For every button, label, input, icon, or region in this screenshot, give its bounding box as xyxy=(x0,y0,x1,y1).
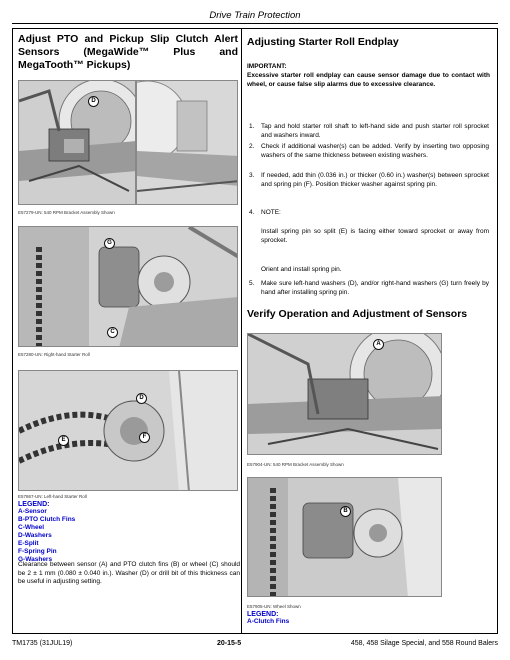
callout-f-fig3: F xyxy=(139,432,150,443)
figure-photo-5 xyxy=(247,477,442,597)
clearance-note: Clearance between sensor (A) and PTO clutch fins (B) or wheel (C) should be 2 ± 1 mm (0.080 ± 0.040 in.). Washer (D) or drill bit of this thickness can be useful in adjusting setting. xyxy=(18,561,240,585)
callout-d-fig3: D xyxy=(136,393,147,404)
step-text: Install spring pin so split (E) is facing either toward sprocket or away from sprocket. xyxy=(261,228,489,244)
legend-item: A-Sensor xyxy=(18,508,47,515)
legend-item: G-Washers xyxy=(18,556,53,563)
page-header: Drive Train Protection xyxy=(12,10,498,24)
step-text: Check if additional washer(s) can be added. Verify by inserting two opposing washers of the same thickness between existing washers. xyxy=(261,143,489,159)
figure-caption-2: E57280-UN: Right-hand Starter Roll xyxy=(18,352,90,357)
verify-section-title: Verify Operation and Adjustment of Sensors xyxy=(247,308,468,320)
callout-b-fig5: B xyxy=(340,506,351,517)
legend-item: F-Spring Pin xyxy=(18,548,57,555)
callout-d-fig1: D xyxy=(88,96,99,107)
page-footer xyxy=(12,640,498,652)
figure-photo-1 xyxy=(18,80,136,205)
figure-photo-4 xyxy=(247,333,442,455)
legend-item: A-Clutch Fins xyxy=(247,618,290,625)
step-text: Make sure left-hand washers (D), and/or right-hand washers (G) turn freely by hand after installing spring pin. xyxy=(261,280,489,296)
legend-item: B-PTO Clutch Fins xyxy=(18,516,76,523)
figure-photo-3 xyxy=(18,370,238,491)
step-text: If needed, add thin (0.036 in.) or thicker (0.60 in.) washer(s) between sprocket and spring pin (F). Position thicker washer against spring pin. xyxy=(261,172,489,188)
footer-product: 458, 458 Silage Special, and 558 Round Balers xyxy=(350,640,498,647)
column-divider xyxy=(241,28,242,634)
legend-title: LEGEND: xyxy=(247,611,279,618)
step-text: NOTE: xyxy=(261,209,281,216)
figure-caption-1: E57279-UN: 540 RPM Bracket Assembly Shown xyxy=(18,210,115,215)
callout-g-fig2: G xyxy=(104,238,115,249)
legend-item: D-Washers xyxy=(18,532,52,539)
important-text: Excessive starter roll endplay can cause sensor damage due to contact with wheel, or cause false slip alarms due to excessive clearance. xyxy=(247,72,490,88)
figure-photo-2 xyxy=(18,226,238,347)
footer-page-number: 20-15-5 xyxy=(217,640,242,647)
step-number: 2. xyxy=(249,143,255,150)
legend-item: E-Split xyxy=(18,540,39,547)
figure-caption-5: E57905-UN: Wheel Shown xyxy=(247,604,301,609)
step-text: Orient and install spring pin. xyxy=(261,266,342,273)
figure-caption-3: E57867-UN: Left-hand Starter Roll xyxy=(18,494,87,499)
step-number: 5. xyxy=(249,280,255,287)
callout-a-fig4: A xyxy=(373,339,384,350)
footer-doc-id: TM1735 (31JUL19) xyxy=(12,640,73,647)
legend-title: LEGEND: xyxy=(18,501,50,508)
step-number: 3. xyxy=(249,172,255,179)
step-number: 4. xyxy=(249,209,255,216)
left-section-title: Adjust PTO and Pickup Slip Clutch Alert Sensors (MegaWide™ Plus and MegaTooth™ Pickups) xyxy=(18,33,238,71)
right-section-title: Adjusting Starter Roll Endplay xyxy=(247,36,399,48)
left-legend xyxy=(18,501,238,564)
legend-item: C-Wheel xyxy=(18,524,44,531)
callout-c-fig2: C xyxy=(107,327,118,338)
important-label: IMPORTANT: xyxy=(247,63,287,70)
callout-e-fig3: E xyxy=(58,435,69,446)
right-legend xyxy=(247,611,492,626)
step-text: Tap and hold starter roll shaft to left-hand side and push starter roll sprocket and washers inward. xyxy=(261,123,489,139)
figure-photo-1-right xyxy=(136,80,238,205)
figure-caption-4: E57904-UN: 540 RPM Bracket Assembly Shown xyxy=(247,462,344,467)
step-number: 1. xyxy=(249,123,255,130)
